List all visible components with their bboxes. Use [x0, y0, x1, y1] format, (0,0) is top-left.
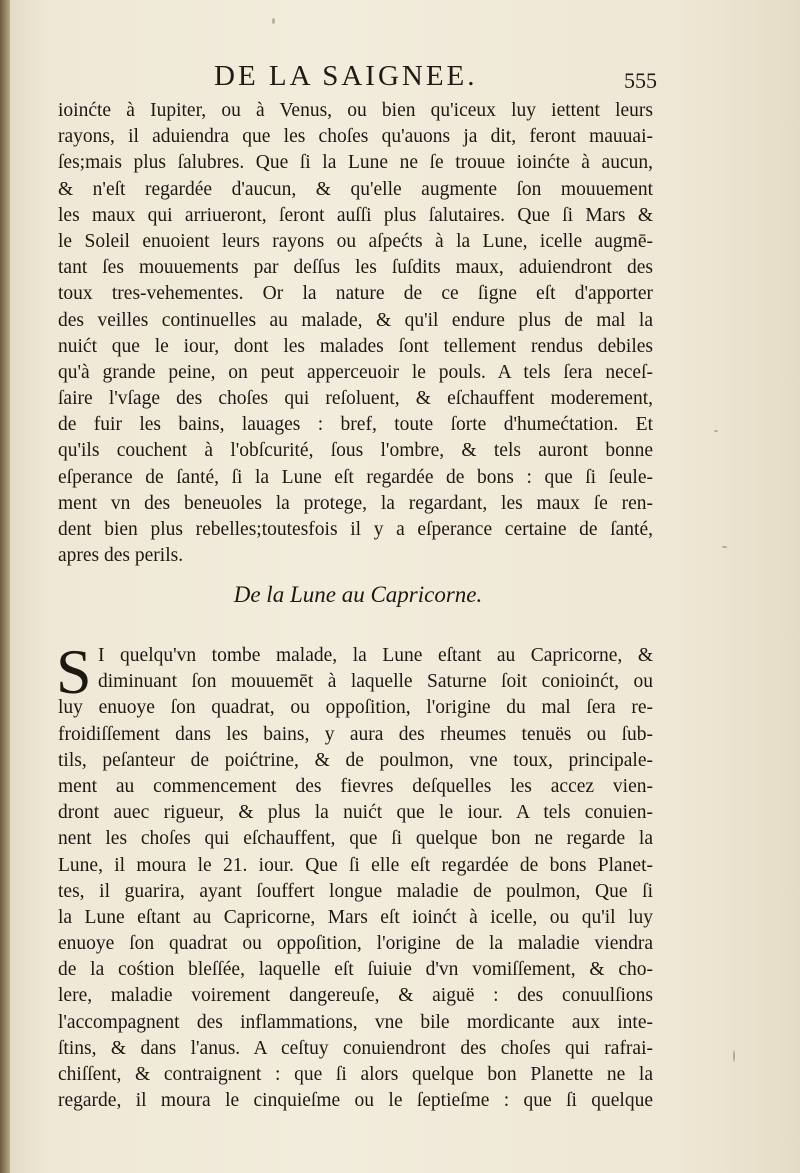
text-line: toux tres-vehementes. Or la nature de ce ſigne eſt d'apporter: [58, 283, 653, 305]
text-line: tils, peſanteur de poićtrine, & de poulmon, vne toux, principale-: [58, 749, 653, 771]
text-line: ſaire l'vſage des choſes qui reſoluent, & eſchauffent moderement,: [58, 388, 653, 410]
text-line: l'accompagnent des inflammations, vne bile mordicante aux inte-: [58, 1011, 653, 1033]
text-line: enuoye ſon quadrat ou oppoſition, l'origine de la maladie viendra: [58, 933, 653, 955]
paper-speck: [714, 430, 718, 432]
text-line: le Soleil enuoient leurs rayons ou aſpećts à la Lune, icelle augmē-: [58, 230, 653, 252]
page-number: 555: [624, 68, 657, 93]
text-line: apres des perils.: [58, 545, 184, 567]
text-line: luy enuoye ſon quadrat, ou oppoſition, l'origine du mal ſera re-: [58, 697, 653, 719]
text-line: froidiſſement dans les bains, y aura des rheumes tenuës ou ſub-: [58, 723, 653, 745]
text-line: chiſſent, & contraignent : que ſi alors quelque bon Planette ne la: [58, 1064, 653, 1085]
text-line: tes, il guarira, ayant ſouffert longue maladie de poulmon, Que ſi: [58, 880, 653, 902]
text-line: nuićt que le iour, dont les malades ſont tellement rendus debiles: [58, 335, 653, 357]
text-line: dent bien plus rebelles;toutesfois il y a eſperance certaine de ſanté,: [58, 519, 653, 540]
text-line: tant ſes mouuements par deſſus les ſuſdits maux, aduiendront des: [58, 257, 653, 279]
text-line: ſtins, & dans l'anus. A ceſtuy conuiendront des choſes qui rafrai-: [58, 1037, 653, 1059]
text-line: la Lune eſtant au Capricorne, Mars eſt ioinćt à icelle, ou qu'il luy: [58, 906, 653, 928]
paper-speck: [722, 546, 727, 548]
text-line: dront auec rigueur, & plus la nuićt que le iour. A tels conuien-: [58, 802, 653, 824]
paper-speck: [733, 1050, 735, 1062]
text-line: ioinćte à Iupiter, ou à Venus, ou bien qu'iceux luy iettent leurs: [58, 100, 653, 121]
text-line: des veilles continuelles au malade, & qu'il endure plus de mal la: [58, 309, 653, 331]
paragraph-one: [58, 98, 653, 569]
text-line: Lune, il moura le 21. iour. Que ſi elle eſt regardée de bons Planet-: [58, 854, 653, 876]
text-line: I quelqu'vn tombe malade, la Lune eſtant au Capricorne, &: [98, 645, 653, 666]
text-line: de fuir les bains, lauages : bref, toute ſorte d'humećtation. Et: [58, 414, 653, 436]
text-line: rayons, il aduiendra que les choſes qu'auons ja dit, feront mauuai-: [58, 126, 653, 148]
section-heading-text: De la Lune au Capricorne.: [233, 582, 483, 607]
text-line: qu'à grande peine, on peut apperceuoir le pouls. A tels ſera neceſ-: [58, 361, 653, 383]
text-line: ment au commencement des fievres deſquelles les accez vien-: [58, 775, 653, 797]
text-line: ſes;mais plus ſalubres. Que ſi la Lune ne ſe trouue ioinćte à aucun,: [58, 152, 653, 174]
section-heading: [0, 582, 800, 608]
running-title: DE LA SAIGNEE.: [214, 60, 478, 92]
paper-speck: [272, 18, 275, 24]
text-line: diminuant ſon mouuemēt à laquelle Saturne ſoit conioinćt, ou: [98, 671, 653, 693]
text-line: lere, maladie voirement dangereuſe, & aiguë : des conuulſions: [58, 985, 653, 1007]
running-head: [0, 60, 800, 100]
text-line: eſperance de ſanté, ſi la Lune eſt regardée de bons : que ſi ſeule-: [58, 466, 653, 488]
text-line: ment vn des beneuoles la protege, la regardant, les maux ſe ren-: [58, 492, 653, 514]
text-line: nent les choſes qui eſchauffent, que ſi quelque bon ne regarde la: [58, 828, 653, 850]
text-line: regarde, il moura le cinquieſme ou le ſeptieſme : que ſi quelque: [58, 1090, 653, 1112]
paragraph-two: [56, 636, 653, 1114]
text-line: qu'ils couchent à l'obſcurité, ſous l'ombre, & tels auront bonne: [58, 440, 653, 462]
text-line: les maux qui arriueront, ſeront auſſi plus ſalutaires. Que ſi Mars &: [58, 204, 653, 226]
text-line: & n'eſt regardée d'aucun, & qu'elle augmente ſon mouuement: [58, 178, 653, 200]
text-line: de la cośtion bleſſée, laquelle eſt ſuiuie d'vn vomiſſement, & cho-: [58, 959, 653, 981]
drop-cap: S: [56, 636, 92, 707]
